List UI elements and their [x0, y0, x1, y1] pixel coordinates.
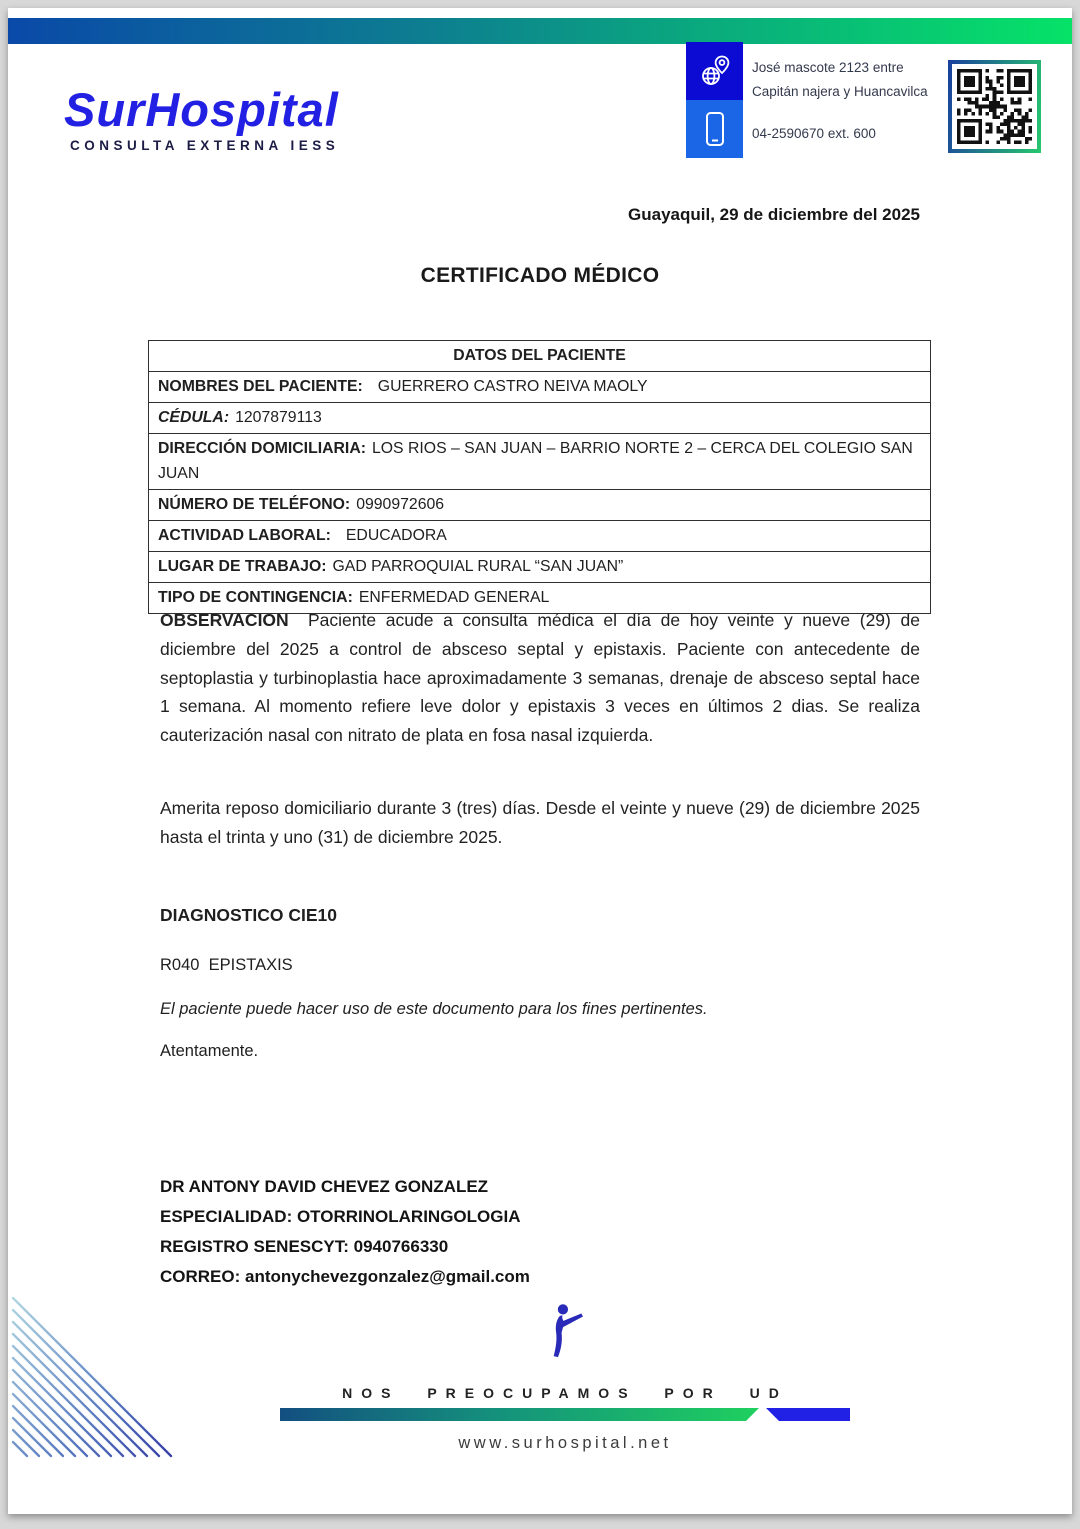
footer-bar-gradient	[280, 1408, 759, 1421]
hospital-logo: SurHospital	[64, 83, 339, 136]
address-line-2: Capitán najera y Huancavilca	[752, 84, 928, 99]
footer-website: www.surhospital.net	[458, 1434, 672, 1452]
table-row-trabajo	[149, 551, 930, 582]
table-row-direccion	[149, 433, 930, 489]
person-figure-icon	[58, 1303, 1072, 1361]
phone-icon-tile	[686, 100, 743, 158]
smartphone-icon	[686, 109, 743, 149]
footer	[58, 1303, 1072, 1453]
document-title: CERTIFICADO MÉDICO	[420, 264, 660, 287]
usage-note: El paciente puede hacer uso de este documento para los fines pertinentes.	[160, 1000, 708, 1018]
table-header: DATOS DEL PACIENTE	[453, 347, 626, 364]
diagnosis-code: R040 EPISTAXIS	[160, 956, 293, 974]
doctor-block	[160, 1172, 530, 1292]
certificate-page	[8, 8, 1072, 1514]
table-row-telefono	[149, 489, 930, 520]
closing-text: Atentamente.	[160, 1042, 259, 1060]
row-value: LOS RIOS – SAN JUAN – BARRIO NORTE 2 – CERCA DEL COLEGIO SAN JUAN	[158, 440, 913, 482]
row-label: CÉDULA:	[158, 409, 230, 426]
row-label: TIPO DE CONTINGENCIA:	[158, 589, 353, 606]
phone-number: 04-2590670 ext. 600	[752, 126, 876, 141]
rest-paragraph: Amerita reposo domiciliario durante 3 (tres) días. Desde el veinte y nueve (29) de diciembre 2025 hasta el trinta y uno (31) de diciembre 2025.	[160, 798, 920, 847]
location-globe-icon	[686, 51, 743, 91]
footer-bar	[280, 1408, 850, 1421]
table-row-nombres	[149, 371, 930, 402]
row-value: GAD PARROQUIAL RURAL “SAN JUAN”	[332, 558, 624, 575]
doctor-name: DR ANTONY DAVID CHEVEZ GONZALEZ	[160, 1177, 489, 1196]
address-line-1: José mascote 2123 entre	[752, 60, 904, 75]
row-label: NOMBRES DEL PACIENTE:	[158, 378, 363, 395]
diagnosis-heading: DIAGNOSTICO CIE10	[160, 905, 337, 925]
hospital-logo-subtitle: CONSULTA EXTERNA IESS	[70, 138, 340, 153]
observation-text: Paciente acude a consulta médica el día de hoy veinte y nueve (29) de diciembre del 2025 a control de absceso septal y epistaxis. Paciente con antecedente de septoplastia y turbinoplastia hace aproximadamente 3 semanas, drenaje de absceso septal hace 1 semana. Al momento refiere leve dolor y epistaxis 3 veces en últimos 2 dias. Se realiza cauterización nasal con nitrato de plata en fosa nasal izquierda.	[160, 610, 920, 746]
row-value: 0990972606	[356, 496, 445, 513]
document-date: Guayaquil, 29 de diciembre del 2025	[628, 205, 920, 224]
row-label: ACTIVIDAD LABORAL:	[158, 527, 331, 544]
header-gradient-bar	[8, 18, 1072, 44]
doctor-registry: REGISTRO SENESCYT: 0940766330	[160, 1237, 449, 1256]
table-row-cedula	[149, 402, 930, 433]
observation-paragraph	[160, 606, 920, 750]
row-value: EDUCADORA	[345, 527, 447, 544]
row-label: DIRECCIÓN DOMICILIARIA:	[158, 440, 366, 457]
table-row-actividad	[149, 520, 930, 551]
location-icon-tile	[686, 42, 743, 100]
qr-code	[948, 60, 1041, 153]
footer-bar-blue	[766, 1408, 850, 1421]
row-value: GUERRERO CASTRO NEIVA MAOLY	[377, 378, 648, 395]
observation-label: OBSERVACION	[160, 610, 289, 630]
patient-data-table	[148, 340, 931, 614]
doctor-specialty: ESPECIALIDAD: OTORRINOLARINGOLOGIA	[160, 1207, 521, 1226]
doctor-email: CORREO: antonychevezgonzalez@gmail.com	[160, 1267, 530, 1286]
row-value: 1207879113	[235, 409, 322, 426]
row-label: LUGAR DE TRABAJO:	[158, 558, 327, 575]
corner-diagonal-lines	[8, 1294, 203, 1477]
row-value: ENFERMEDAD GENERAL	[358, 589, 550, 606]
footer-slogan: NOS PREOCUPAMOS POR UD	[342, 1385, 788, 1401]
row-label: NÚMERO DE TELÉFONO:	[158, 496, 351, 513]
